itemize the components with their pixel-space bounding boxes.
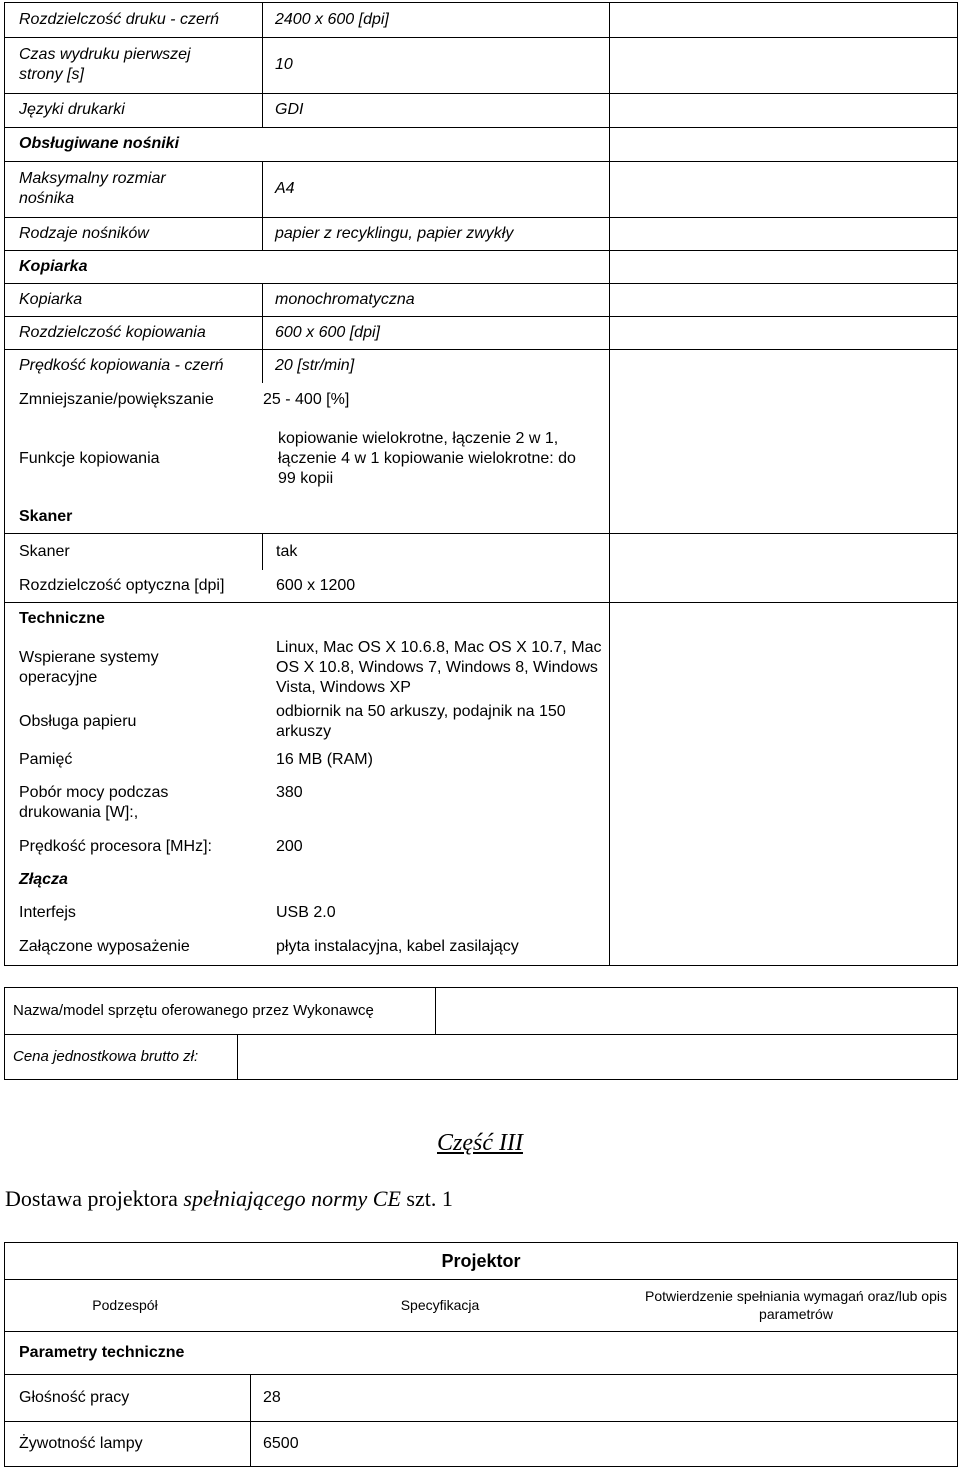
table-row <box>5 699 957 745</box>
row-label: Funkcje kopiowania <box>19 450 160 467</box>
row-value: Linux, Mac OS X 10.6.8, Mac OS X 10.7, Mac OS X 10.8, Windows 7, Windows 8, Windows Vista, Windows XP <box>276 638 602 696</box>
row-value: tak <box>276 542 298 560</box>
table-row <box>5 1421 957 1466</box>
part-heading: Część III <box>437 1130 523 1156</box>
row-label: Prędkość kopiowania - czerń <box>19 357 224 374</box>
row-value: papier z recyklingu, papier zwykły <box>275 224 514 242</box>
section-header-row <box>5 863 957 897</box>
price-input[interactable] <box>238 1034 957 1079</box>
row-value: 200 <box>276 838 303 855</box>
row-value: monochromatyczna <box>275 290 415 308</box>
row-label: Obsługa papieru <box>19 713 137 730</box>
section-header-row <box>5 602 957 636</box>
row-label: Interfejs <box>19 904 76 921</box>
table-row <box>5 636 957 699</box>
row-label: Rodzaje nośników <box>19 224 149 242</box>
section-header: Obsługiwane nośniki <box>19 135 180 152</box>
section-header: Parametry techniczne <box>19 1343 185 1361</box>
header-podzespol: Podzespół <box>92 1297 158 1313</box>
section-header: Kopiarka <box>19 257 88 275</box>
table-row <box>5 533 957 570</box>
section-header: Skaner <box>19 508 73 525</box>
row-value: 20 [str/min] <box>275 357 355 374</box>
header-row <box>5 1279 957 1332</box>
table-row <box>5 775 957 831</box>
row-label: Kopiarka <box>19 290 83 308</box>
row-value: 10 <box>275 56 293 73</box>
row-value: 25 - 400 [%] <box>263 391 350 408</box>
row-label: Pobór mocy podczas drukowania [W]:, <box>19 784 169 821</box>
table-row <box>5 217 957 251</box>
table-row <box>5 283 957 317</box>
price-label: Cena jednostkowa brutto zł: <box>13 1047 199 1065</box>
row-label: Języki drukarki <box>19 101 125 118</box>
table-row <box>5 1374 957 1422</box>
row-value: 2400 x 600 [dpi] <box>275 11 389 28</box>
section-header-row <box>5 127 957 162</box>
row-label: Zmniejszanie/powiększanie <box>19 391 214 408</box>
part-title <box>5 1186 453 1212</box>
header-potwierdzenie: Potwierdzenie spełniania wymagań oraz/lub opis parametrów <box>645 1288 947 1322</box>
row-value: kopiowanie wielokrotne, łączenie 2 w 1, łączenie 4 w 1 kopiowanie wielokrotne: do 99 kopii <box>278 430 576 487</box>
table-row <box>5 988 957 1035</box>
section-header-row <box>5 1331 957 1375</box>
model-table <box>4 987 958 1080</box>
header-specyfikacja: Specyfikacja <box>400 1297 480 1313</box>
row-value: odbiornik na 50 arkuszy, podajnik na 150 arkuszy <box>276 703 566 740</box>
section-header-row <box>5 250 957 284</box>
part-title-emphasis: spełniającego normy CE <box>183 1186 401 1211</box>
section-header-row <box>5 501 957 534</box>
row-value: USB 2.0 <box>276 904 336 921</box>
table-row <box>5 161 957 218</box>
table-row <box>5 831 957 863</box>
table-row <box>5 745 957 775</box>
table-row <box>5 37 957 94</box>
row-label: Wspierane systemy operacyjne <box>19 648 159 686</box>
row-value: 16 MB (RAM) <box>276 751 373 768</box>
row-label: Załączone wyposażenie <box>19 938 190 955</box>
row-label: Prędkość procesora [MHz]: <box>19 838 212 855</box>
table-row <box>5 3 957 38</box>
row-label: Rozdzielczość optyczna [dpi] <box>19 577 225 594</box>
row-label: Maksymalny rozmiar nośnika <box>19 170 166 207</box>
row-value: 28 <box>263 1388 281 1406</box>
row-value: 600 x 600 [dpi] <box>275 323 380 341</box>
row-label: Pamięć <box>19 751 73 768</box>
part-title-suffix: szt. 1 <box>400 1186 453 1211</box>
table-title: Projektor <box>441 1251 521 1271</box>
row-label: Rozdzielczość kopiowania <box>19 323 206 341</box>
row-value: GDI <box>275 101 304 118</box>
part-title-prefix: Dostawa projektora <box>5 1186 184 1211</box>
table-title-row <box>5 1243 957 1280</box>
row-value: 380 <box>276 784 303 801</box>
table-row <box>5 316 957 350</box>
row-value: 6500 <box>263 1434 299 1452</box>
table-row <box>5 417 957 501</box>
table-row <box>5 349 957 383</box>
table-row <box>5 1034 957 1079</box>
row-label: Głośność pracy <box>19 1388 130 1406</box>
table-row <box>5 93 957 128</box>
section-header: Złącza <box>19 871 68 888</box>
table-row <box>5 897 957 929</box>
row-label: Czas wydruku pierwszej strony [s] <box>19 46 191 83</box>
section-header: Techniczne <box>19 610 105 627</box>
row-label: Rozdzielczość druku - czerń <box>19 11 220 28</box>
model-input[interactable] <box>436 988 957 1034</box>
row-label: Żywotność lampy <box>19 1434 143 1452</box>
table-row <box>5 929 957 965</box>
spec-table <box>4 2 958 966</box>
model-label: Nazwa/model sprzętu oferowanego przez Wykonawcę <box>13 1002 374 1019</box>
row-value: A4 <box>275 180 295 197</box>
row-value: 600 x 1200 <box>276 577 356 594</box>
projector-table <box>4 1242 958 1467</box>
row-label: Skaner <box>19 542 70 560</box>
row-value: płyta instalacyjna, kabel zasilający <box>276 938 519 955</box>
table-row <box>5 570 957 603</box>
table-row <box>5 383 957 417</box>
